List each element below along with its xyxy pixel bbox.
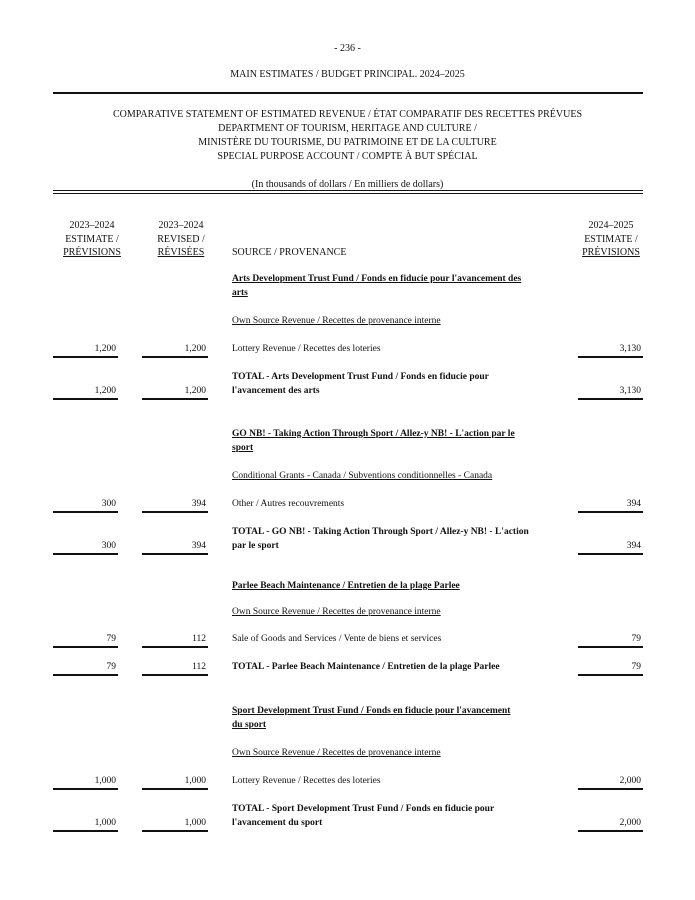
value-revised-2023: 1,000 bbox=[184, 776, 206, 786]
underline bbox=[578, 788, 643, 790]
total-underline bbox=[578, 553, 643, 555]
section-heading: Sport Development Trust Fund / Fonds en fiducie pour l'avancement du sport bbox=[232, 706, 511, 730]
underline bbox=[578, 356, 643, 358]
line-item-label: Lottery Revenue / Recettes des loteries bbox=[232, 776, 381, 786]
units-note: (In thousands of dollars / En milliers de dollars) bbox=[251, 179, 444, 190]
section-heading: Parlee Beach Maintenance / Entretien de la plage Parlee bbox=[232, 581, 460, 591]
revenue-category: Own Source Revenue / Recettes de provenance interne bbox=[232, 316, 441, 326]
underline bbox=[142, 511, 208, 513]
value-estimate-2023: 1,200 bbox=[94, 344, 116, 354]
total-estimate-2023: 300 bbox=[101, 541, 116, 551]
total-underline bbox=[142, 674, 208, 676]
value-estimate-2023: 79 bbox=[106, 634, 116, 644]
total-label: TOTAL - Arts Development Trust Fund / Fonds en fiducie pour l'avancement des arts bbox=[232, 372, 489, 396]
underline bbox=[578, 646, 643, 648]
running-title: MAIN ESTIMATES / BUDGET PRINCIPAL. 2024–2025 bbox=[230, 69, 465, 80]
page-number: - 236 - bbox=[334, 43, 361, 54]
total-revised-2023: 394 bbox=[191, 541, 206, 551]
underline bbox=[53, 511, 118, 513]
title-rule-bottom bbox=[53, 193, 643, 194]
underline bbox=[578, 511, 643, 513]
underline bbox=[142, 646, 208, 648]
value-estimate-2023: 300 bbox=[101, 499, 116, 509]
total-estimate-2024: 79 bbox=[631, 662, 641, 672]
underline bbox=[142, 356, 208, 358]
total-revised-2023: 112 bbox=[192, 662, 206, 672]
line-item-label: Lottery Revenue / Recettes des loteries bbox=[232, 344, 381, 354]
total-underline bbox=[578, 674, 643, 676]
total-label: TOTAL - Sport Development Trust Fund / Fonds en fiducie pour l'avancement du sport bbox=[232, 804, 495, 828]
total-estimate-2024: 3,130 bbox=[619, 386, 641, 396]
total-estimate-2023: 1,000 bbox=[94, 818, 116, 828]
total-label: TOTAL - GO NB! - Taking Action Through Sport / Allez-y NB! - L'action par le sport bbox=[232, 527, 529, 551]
title-rule-top bbox=[53, 190, 643, 191]
section-heading: GO NB! - Taking Action Through Sport / Allez-y NB! - L'action par le sport bbox=[232, 429, 515, 453]
col-header-estimate-2024: 2024–2025 ESTIMATE / PRÉVISIONS bbox=[582, 220, 640, 258]
total-estimate-2023: 79 bbox=[106, 662, 116, 672]
title-line-1: COMPARATIVE STATEMENT OF ESTIMATED REVENUE / ÉTAT COMPARATIF DES RECETTES PRÉVUES bbox=[113, 109, 582, 120]
value-estimate-2023: 1,000 bbox=[94, 776, 116, 786]
total-revised-2023: 1,200 bbox=[184, 386, 206, 396]
total-estimate-2024: 2,000 bbox=[619, 818, 641, 828]
value-revised-2023: 112 bbox=[192, 634, 206, 644]
total-underline bbox=[142, 830, 208, 832]
underline bbox=[53, 356, 118, 358]
underline bbox=[53, 646, 118, 648]
line-item-label: Other / Autres recouvrements bbox=[232, 499, 345, 509]
total-estimate-2023: 1,200 bbox=[94, 386, 116, 396]
total-estimate-2024: 394 bbox=[626, 541, 641, 551]
total-underline bbox=[53, 398, 118, 400]
underline bbox=[53, 788, 118, 790]
col-header-estimate-2023: 2023–2024 ESTIMATE / PRÉVISIONS bbox=[63, 220, 121, 258]
total-underline bbox=[142, 398, 208, 400]
col-header-revised-2023: 2023–2024 REVISED / RÉVISÉES bbox=[157, 220, 205, 258]
revenue-category: Own Source Revenue / Recettes de provenance interne bbox=[232, 748, 441, 758]
title-line-4: SPECIAL PURPOSE ACCOUNT / COMPTE À BUT SPÉCIAL bbox=[217, 151, 478, 162]
total-underline bbox=[53, 830, 118, 832]
title-line-2: DEPARTMENT OF TOURISM, HERITAGE AND CULTURE / bbox=[218, 123, 477, 134]
title-line-3: MINISTÈRE DU TOURISME, DU PATRIMOINE ET DE LA CULTURE bbox=[198, 137, 497, 148]
total-underline bbox=[578, 398, 643, 400]
revenue-category: Own Source Revenue / Recettes de provenance interne bbox=[232, 607, 441, 617]
total-underline bbox=[53, 553, 118, 555]
section-heading: Arts Development Trust Fund / Fonds en fiducie pour l'avancement des arts bbox=[232, 274, 522, 298]
col-header-source: SOURCE / PROVENANCE bbox=[232, 247, 347, 258]
header-rule bbox=[53, 92, 643, 94]
statement-title bbox=[0, 108, 695, 164]
total-label: TOTAL - Parlee Beach Maintenance / Entretien de la plage Parlee bbox=[232, 662, 500, 672]
revenue-category: Conditional Grants - Canada / Subventions conditionnelles - Canada bbox=[232, 471, 493, 481]
line-item-label: Sale of Goods and Services / Vente de biens et services bbox=[232, 634, 442, 644]
total-underline bbox=[578, 830, 643, 832]
total-underline bbox=[142, 553, 208, 555]
value-estimate-2024: 79 bbox=[631, 634, 641, 644]
total-revised-2023: 1,000 bbox=[184, 818, 206, 828]
value-revised-2023: 1,200 bbox=[184, 344, 206, 354]
underline bbox=[142, 788, 208, 790]
value-estimate-2024: 2,000 bbox=[619, 776, 641, 786]
value-estimate-2024: 3,130 bbox=[619, 344, 641, 354]
total-underline bbox=[53, 674, 118, 676]
value-estimate-2024: 394 bbox=[626, 499, 641, 509]
value-revised-2023: 394 bbox=[191, 499, 206, 509]
